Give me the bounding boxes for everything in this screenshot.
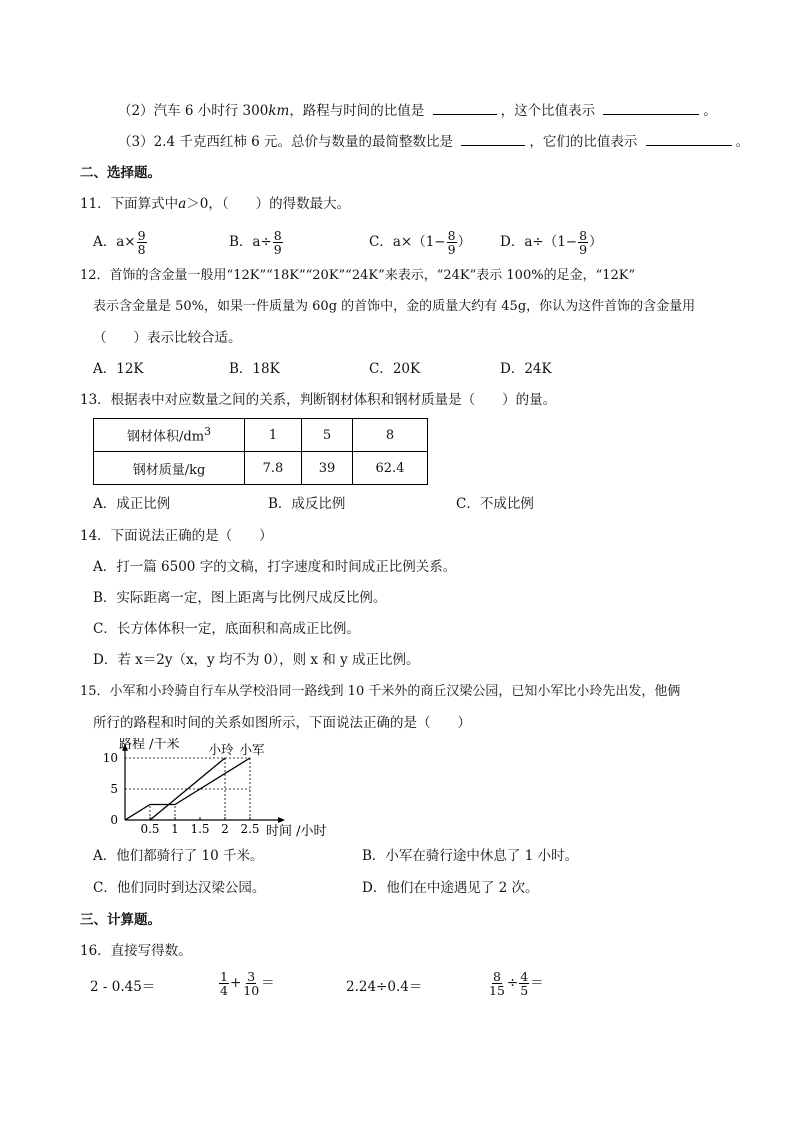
q10-p3-text-b: ，它们的比值表示	[529, 134, 638, 150]
q13-stem: 13．根据表中对应数量之间的关系，判断钢材体积和钢材质量是（ ）的量。	[80, 392, 557, 408]
q15-option-c[interactable]: C．他们同时到达汉梁公园。	[93, 880, 266, 896]
period: 。	[735, 134, 750, 150]
numerator: 8	[447, 228, 456, 243]
q10-p2-unit: km	[268, 103, 290, 119]
denominator: 8	[137, 242, 146, 257]
option-expr: a×（1−	[392, 234, 446, 250]
denominator: 9	[447, 242, 456, 257]
denominator: 15	[489, 983, 505, 998]
answer-blank[interactable]	[433, 100, 497, 115]
equals: ＝	[530, 975, 544, 991]
denominator: 10	[243, 983, 260, 998]
x-tick-label: 2	[221, 822, 229, 836]
numerator: 1	[220, 969, 228, 984]
q11-text-a: 11．下面算式中	[80, 196, 179, 212]
q16-stem: 16．直接写得数。	[80, 943, 192, 959]
q15-option-b[interactable]: B．小军在骑行途中休息了 1 小时。	[362, 848, 579, 864]
q15-option-a[interactable]: A．他们都骑行了 10 千米。	[93, 848, 264, 864]
option-expr: a÷（1−	[524, 234, 578, 250]
q11-stem	[80, 194, 350, 214]
section-heading-calculation: 三、计算题。	[80, 912, 161, 928]
option-label: A．	[93, 234, 117, 250]
numerator: 3	[247, 969, 256, 984]
q10-p2-text-c: ，这个比值表示	[500, 103, 596, 119]
y-tick-label: 5	[110, 782, 118, 796]
numerator: 8	[273, 228, 282, 243]
q10-p2-text-a: （2）汽车 6 小时行 300	[118, 103, 269, 119]
fraction	[488, 970, 506, 997]
q10-p2-text-b: ，路程与时间的比值是	[289, 103, 425, 119]
q10-p3-text-a: （3）2.4 千克西红柿 6 元。总价与数量的最简整数比是	[118, 134, 454, 150]
q10-part2	[118, 100, 717, 121]
answer-blank[interactable]	[603, 100, 699, 115]
q16-expr-4	[487, 970, 544, 997]
numerator: 8	[492, 969, 501, 984]
option-label: D．	[500, 234, 525, 250]
x-tick-label: 0.5	[140, 822, 160, 836]
y-tick-label: 10	[102, 751, 118, 765]
fraction	[242, 970, 260, 997]
option-expr: a÷	[252, 234, 272, 250]
table-cell: 5	[302, 419, 353, 452]
q15-line1: 15．小军和小玲骑自行车从学校沿同一路线到 10 千米外的商丘汉梁公园，已知小军比小玲先出发，他俩	[80, 684, 681, 699]
table-row-header	[94, 419, 245, 452]
table-cell: 39	[302, 452, 353, 485]
q12-option-c[interactable]: C．20K	[369, 361, 421, 377]
q10-part3	[118, 131, 749, 152]
q15-line2: 所行的路程和时间的关系如图所示，下面说法正确的是（ ）	[93, 715, 471, 731]
numerator: 8	[579, 228, 588, 243]
q14-option-a[interactable]: A．打一篇 6500 字的文稿，打字速度和时间成正比例关系。	[93, 559, 457, 575]
table-row	[94, 419, 428, 452]
superscript: 3	[204, 425, 211, 439]
q13-option-b[interactable]: B．成反比例	[268, 496, 346, 512]
q14-option-c[interactable]: C．长方体体积一定，底面积和高成正比例。	[93, 621, 360, 637]
numerator: 9	[137, 228, 146, 243]
q13-option-c[interactable]: C．不成比例	[456, 496, 534, 512]
q14-option-b[interactable]: B．实际距离一定，图上距离与比例尺成反比例。	[93, 590, 387, 606]
row-header-text: 钢材体积/dm	[127, 429, 205, 445]
series-lines	[125, 758, 250, 820]
y-axis-title: 路程 /千米	[119, 738, 180, 752]
q16-expr-1: 2 - 0.45＝	[90, 979, 156, 995]
q12-option-a[interactable]: A．12K	[93, 361, 144, 377]
fraction	[219, 970, 229, 997]
fraction	[137, 229, 147, 256]
y-tick-label: 0	[110, 813, 118, 827]
option-label: C．	[369, 234, 393, 250]
x-axis-arrow	[278, 817, 285, 823]
x-tick-label: 1	[171, 822, 179, 836]
q11-option-d[interactable]	[500, 229, 603, 256]
option-expr: a×	[116, 234, 136, 250]
denominator: 4	[220, 983, 228, 998]
series-label: 小军	[239, 742, 265, 757]
q12-line1: 12．首饰的含金量一般用“12K”“18K”“20K”“24K”来表示，“24K”表示 100%的足金，“12K”	[80, 268, 636, 283]
fraction	[447, 229, 457, 256]
q12-option-b[interactable]: B．18K	[229, 361, 280, 377]
answer-blank[interactable]	[646, 131, 732, 146]
q11-var: a	[178, 196, 187, 212]
table-row	[94, 452, 428, 485]
series-label: 小玲	[208, 742, 234, 757]
q13-option-a[interactable]: A．成正比例	[93, 496, 171, 512]
equals: ＝	[261, 975, 275, 991]
answer-blank[interactable]	[461, 131, 525, 146]
q16-expr-3: 2.24÷0.4＝	[346, 979, 423, 995]
q12-line3: （ ）表示比较合适。	[93, 330, 242, 346]
fraction	[578, 229, 588, 256]
denominator: 9	[579, 242, 588, 257]
x-axis-title: 时间 /小时	[266, 824, 327, 838]
numerator: 4	[520, 969, 529, 984]
fraction	[519, 970, 529, 997]
option-expr-close: ）	[457, 234, 472, 250]
q11-option-c[interactable]	[369, 229, 471, 256]
operator: +	[229, 975, 242, 991]
q14-option-d[interactable]: D．若 x＝2y（x，y 均不为 0），则 x 和 y 成正比例。	[93, 652, 420, 668]
q15-option-d[interactable]: D．他们在中途遇见了 2 次。	[362, 880, 539, 896]
operator: ÷	[506, 975, 519, 991]
q12-option-d[interactable]: D．24K	[500, 361, 552, 377]
table-cell: 8	[353, 419, 428, 452]
period: 。	[703, 103, 717, 119]
option-expr-close: ）	[589, 234, 603, 250]
fraction	[273, 229, 283, 256]
option-label: B．	[229, 234, 253, 250]
q11-option-a[interactable]	[93, 229, 148, 256]
axis-labels	[103, 738, 327, 838]
denominator: 5	[520, 983, 529, 998]
table-row-header: 钢材质量/kg	[94, 452, 245, 485]
q11-text-b: ＞0，（ ）的得数最大。	[186, 196, 351, 212]
q12-line2: 表示含金量是 50%，如果一件质量为 60g 的首饰中，金的质量大约有 45g，你认为这件首饰的含金量用	[93, 299, 696, 314]
table-cell: 7.8	[245, 452, 302, 485]
distance-time-graph	[95, 738, 335, 838]
volume-mass-table	[93, 418, 428, 485]
x-tick-label: 1.5	[190, 822, 210, 836]
section-heading-choice: 二、选择题。	[80, 165, 161, 181]
table-cell: 62.4	[353, 452, 428, 485]
x-tick-label: 2.5	[240, 822, 260, 836]
table-cell: 1	[245, 419, 302, 452]
q16-expr-2	[218, 970, 275, 997]
q14-stem: 14．下面说法正确的是（ ）	[80, 528, 273, 544]
denominator: 9	[273, 242, 282, 257]
q11-option-b[interactable]	[229, 229, 284, 256]
